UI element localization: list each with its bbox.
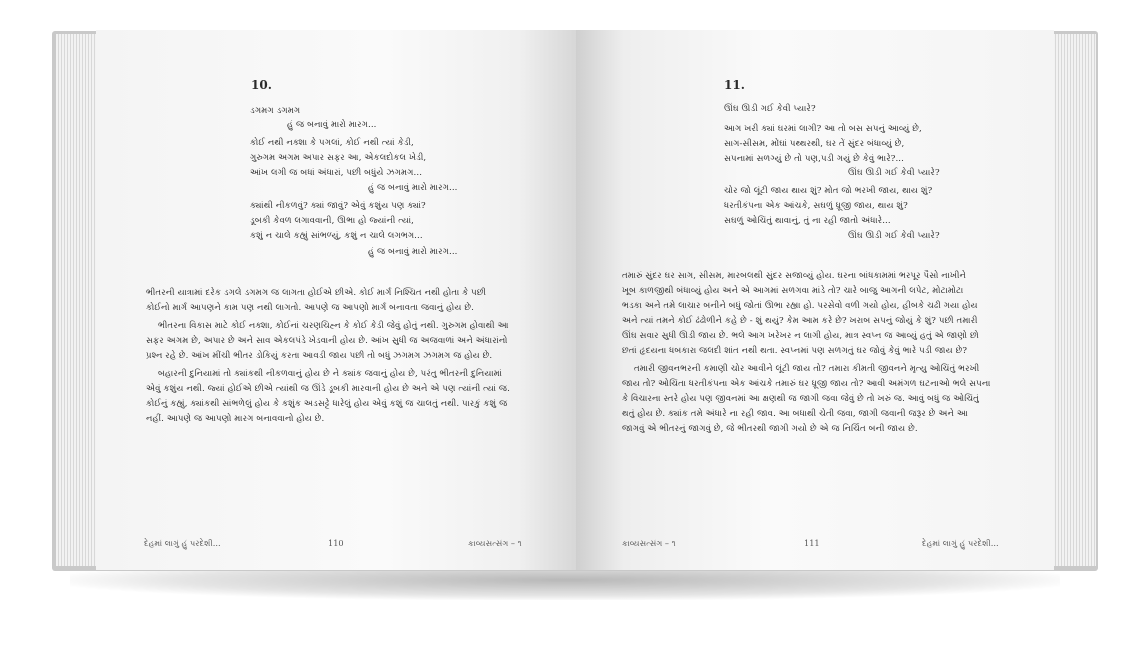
prose-line: સફર અગમ છે, અપાર છે અને સાવ એકલપંડે ખેડવાની હોય છે. આંખ સુધી જ અજવાળાં અને અંધારાંનો bbox=[146, 336, 508, 346]
poem-line: આંખ લગી જ બધાં અંધારાં, પછી બધુંયે ઝગમગ... bbox=[250, 168, 423, 178]
prose-line: તમારું સુંદર ઘર સાગ, સીસમ, મારબલથી સુંદર સજાવ્યું હોય. ઘરના બાંધકામમાં ભરપૂર પૈસો નાખીને bbox=[622, 271, 967, 281]
poem-line: સાગ-સીસમ, મોંઘાં પથ્થરથી, ઘર તેં સુંદર બંધાવ્યું છે, bbox=[724, 139, 905, 149]
poem-line: કશું ન ચાલે કહ્યું સાંભળ્યું, કશું ન ચાલે લગભગ... bbox=[250, 231, 423, 241]
poem-line: ચોર જો લૂંટી જાય થાય શું? મોત જો ભરખી જાય, થાય શું? bbox=[724, 186, 933, 196]
prose-line: પ્રશ્ન રહે છે. આંખ મીંચી ભીતર ડોકિયું કરતા આવડી જાય પછી તો બધું ઝગમગ ઝગમગ જ હોય છે. bbox=[146, 351, 493, 361]
poem-line: ડૂબકી કેવળ લગાવવાની, ઊભા હો જ્યાંની ત્યાં, bbox=[250, 216, 415, 226]
prose-line: એવું કશુંય નથી. જ્યાં હોઈએ છીએ ત્યાંથી જ ઊંડે ડૂબકી મારવાની હોય છે અને એ પણ ત્યાંની ત્યાં જ. bbox=[146, 384, 510, 394]
poem-refrain: હું જ બનાવું મારો મારગ... bbox=[287, 120, 377, 130]
prose-line: છતાં હૃદયના ધબકારા જલદી શાંત નથી થતા. સ્વપ્નમાં પણ સળગતું ઘર જોવું કેવું ભારે પડી જાય છે? bbox=[622, 346, 968, 356]
poem-line: ગુરુગમ અગમ અપાર સફર આ, એકલદોકલ ખેડી, bbox=[250, 153, 427, 163]
poem-line: ઊંઘ ઊડી ગઈ કેવી પ્યારે? bbox=[724, 104, 816, 114]
footer-book-title: દેહમાં લાગું હું પરદેશી... bbox=[144, 538, 221, 548]
prose-line: જાગવું એ ભીતરનું જાગવું છે, જે ભીતરથી જાગી ગયો છે એ જ નિર્ચિંત બની જાય છે. bbox=[622, 424, 918, 434]
poem-refrain: ઊંઘ ઊડી ગઈ કેવી પ્યારે? bbox=[848, 231, 940, 241]
page-edges-right bbox=[1052, 34, 1096, 566]
poem-line: સઘળું ઓચિંતું થાવાનું, તું ના રહી જાતો અંધારે... bbox=[724, 216, 891, 226]
chapter-number: 10. bbox=[251, 78, 272, 92]
footer-series-title: કાવ્યસત્સંગ – ૧ bbox=[622, 538, 676, 548]
prose-line: જાય તો? ઓચિંતા ધરતીકંપના એક આંચકે તમારું ઘર ધ્રૂજી જાય તો? આવી અમંગળ ઘટનાઓ ભલે સપના bbox=[622, 379, 991, 389]
prose-line: ઊંઘ સવાર સુધી ઊડી જાય છે. ભલે આગ ખરેખર ન લાગી હોય, માત્ર સ્વપ્ન જ આવ્યું હતું એ જાણો છો bbox=[622, 331, 979, 341]
prose-line: અને ત્યાં તમને કોઈ ઢંઢોળીને કહે છે - શું થયું? કેમ આમ કરે છે? ખરાબ સપનું જોયું કે શું? પછી તમારી bbox=[622, 316, 978, 326]
poem-line: સપનામાં સળગ્યું છે તો પણ,પડી ગયું છે કેવું ભારે?... bbox=[724, 154, 904, 164]
page-edges-left bbox=[56, 34, 100, 566]
prose-line: તમારી જીવનભરની કમાણી ચોર આવીને લૂંટી જાય તો? તમારા કીમતી જીવનને મૃત્યુ ઓચિંતું ભરખી bbox=[634, 364, 980, 374]
poem-line: કોઈ નથી નક્શા કે પગલાં, કોઈ નથી ત્યાં કેડી, bbox=[250, 138, 414, 148]
chapter-number: 11. bbox=[724, 78, 745, 92]
prose-line: થતું હોય છે. ક્યાંક તમે અંધારે ના રહી જાવ. આ બધાથી ચેતી જવા, જાગી જવાની જરૂર છે અને આ bbox=[622, 409, 968, 419]
footer-series-title: કાવ્યસત્સંગ – ૧ bbox=[468, 538, 522, 548]
prose-line: ભીતરની યાત્રામાં દરેક ડગલે ડગમગ જ લાગતા હોઈએ છીએ. કોઈ માર્ગ નિશ્ચિત નથી હોતા કે પછી bbox=[146, 288, 487, 298]
poem-refrain: હું જ બનાવું મારો મારગ... bbox=[368, 183, 458, 193]
poem-line: આગ ખરી ક્યાં ઘરમાં લાગી? આ તો બસ સપનું આવ્યું છે, bbox=[724, 124, 922, 134]
prose-line: બહારની દુનિયામાં તો ક્યાંકથી નીકળવાનું હોય છે ને ક્યાંક જવાનું હોય છે, પરંતુ ભીતરની દુનિયામાં bbox=[158, 369, 502, 379]
footer-book-title: દેહમાં લાગું હું પરદેશી... bbox=[922, 538, 999, 548]
prose-line: કે વિચારના સ્તરે હોય પણ જીવનમાં આ ક્ષણથી જ જાગી જવા જેવું છે તો ખરું જ. આવું બધું જ ઓચિંતું bbox=[622, 394, 979, 404]
prose-line: ખૂબ કાળજીથી બંધાવ્યું હોય અને એ આગમાં સળગવા માંડે તો? ચારે બાજુ આગની લપેટ, મોટામોટા bbox=[622, 286, 964, 296]
prose-line: કોઈનું કહ્યું, ક્યાંકથી સાંભળેલું હોય કે કશુંક અડસટ્ટે ધારેલું હોય એવું કશું જ ચાલતું નથી. પારકું કશું જ bbox=[146, 399, 508, 409]
left-page bbox=[96, 30, 576, 570]
poem-line: ધરતીકંપના એક આંચકે, સઘળું ધ્રૂજી જાય, થાય શું? bbox=[724, 201, 908, 211]
poem-refrain: હું જ બનાવું મારો મારગ... bbox=[368, 247, 458, 257]
footer-page-number: 110 bbox=[328, 538, 344, 548]
prose-line: ભીતરના વિકાસ માટે કોઈ નક્શા, કોઈનાં ચરણચિહ્ન કે કોઈ કેડી જેવું હોતું નથી. ગુરુગમ હોવાથી આ bbox=[158, 321, 509, 331]
right-page bbox=[576, 30, 1054, 570]
poem-line: ક્યાંથી નીકળવું? ક્યાં જાવું? એવું કશુંય પણ ક્યાં? bbox=[250, 201, 426, 211]
poem-refrain: ઊંઘ ઊડી ગઈ કેવી પ્યારે? bbox=[848, 168, 940, 178]
prose-line: નહીં. આપણે જ આપણો મારગ બનાવવાનો હોય છે. bbox=[146, 414, 325, 424]
prose-line: ભડકા અને તમે લાચાર બનીને બધું જોતાં ઊભા રહ્યા હો. પરસેવો વળી ગયો હોય, હીબકે ચઢી ગયા હોય bbox=[622, 301, 978, 311]
poem-line: ડગમગ ડગમગ bbox=[250, 106, 301, 116]
footer-page-number: 111 bbox=[804, 538, 820, 548]
prose-line: કોઈનો માર્ગ આપણને કામ પણ નથી લાગતો. આપણે જ આપણો માર્ગ બનાવતા જવાનું હોય છે. bbox=[146, 303, 474, 313]
